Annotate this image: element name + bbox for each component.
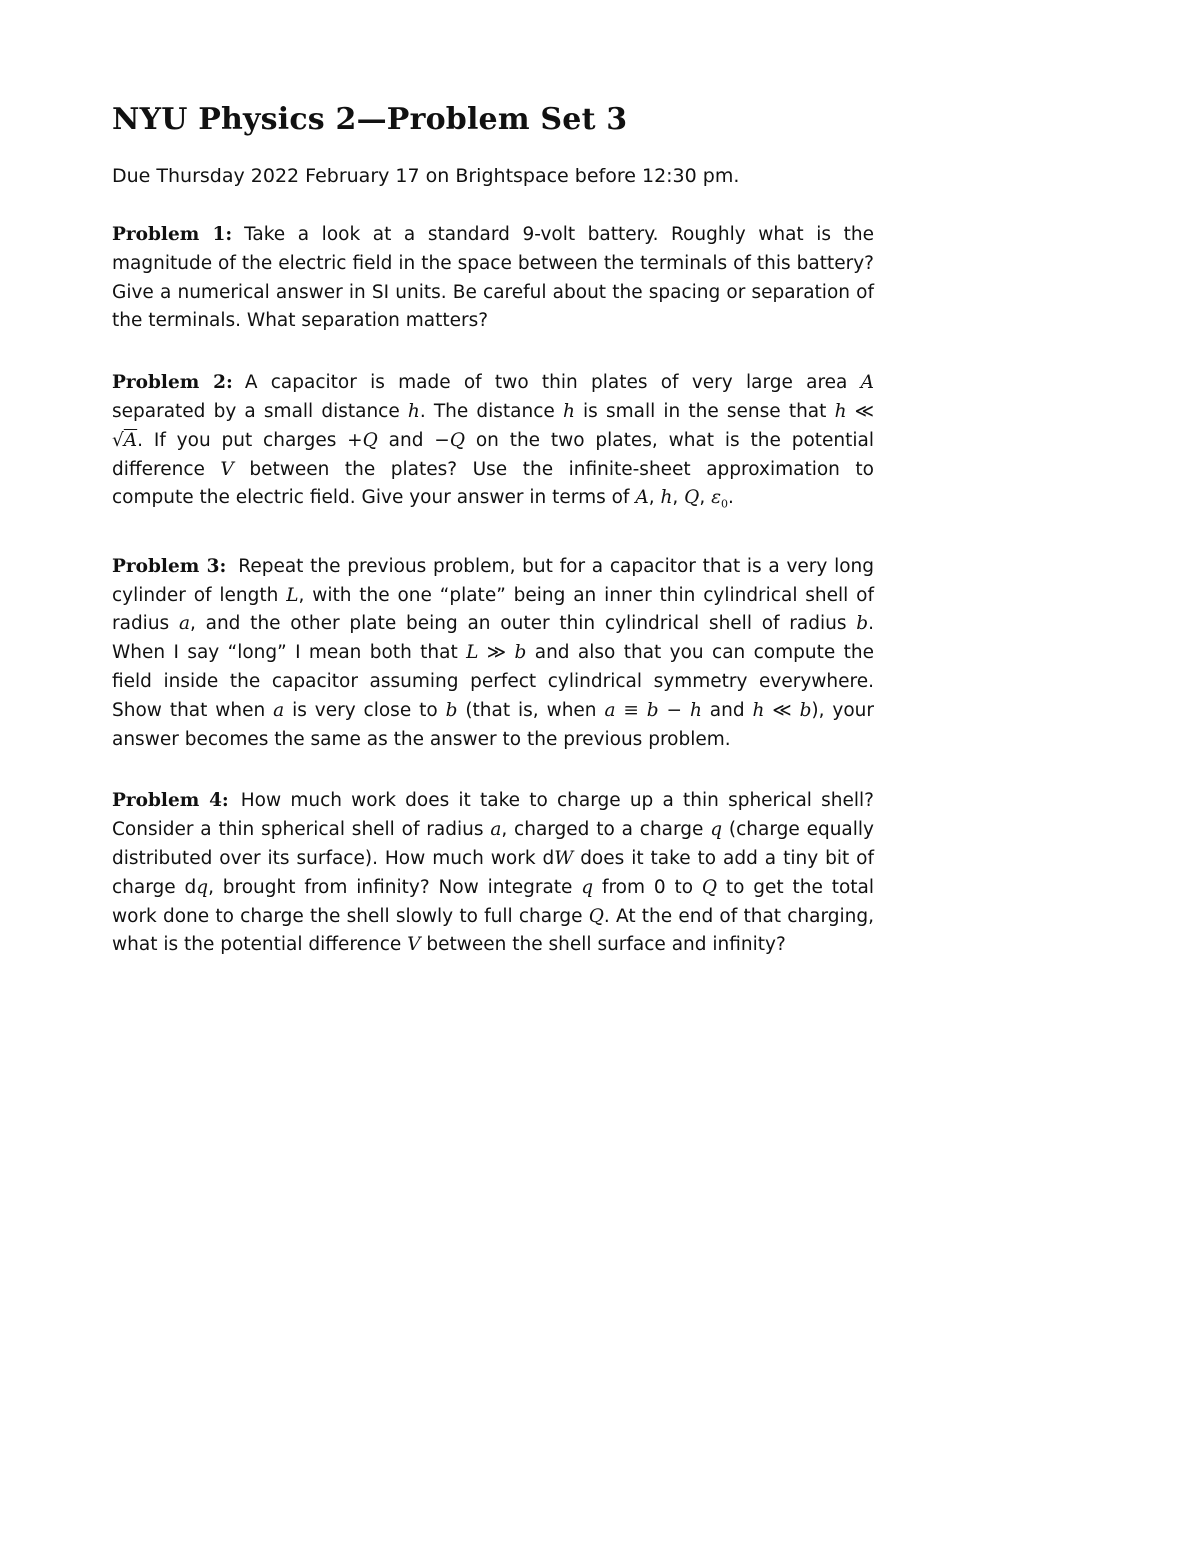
problem-1 (112, 221, 874, 336)
problem-4 (112, 787, 874, 960)
problem-text: How much work does it take to charge up a thin spherical shell? Consider a thin spherical shell of radius (112, 790, 874, 841)
problem-text: is small in the sense that (574, 400, 835, 422)
math-symbol: h (407, 400, 420, 422)
problem-text: . (728, 487, 734, 509)
problem-text: and − (377, 429, 450, 451)
math-symbol: b (514, 642, 527, 664)
math-symbol: h (689, 699, 702, 721)
math-subscript: 0 (721, 498, 729, 512)
problem-label: Problem 1: (112, 224, 233, 245)
problem-text: , (699, 487, 712, 509)
math-symbol: a (178, 613, 190, 635)
problem-text: between the shell surface and infinity? (420, 934, 786, 956)
math-symbol: A (123, 429, 138, 451)
radical-sign: √ (112, 429, 124, 451)
math-symbol: a (273, 699, 285, 721)
math-symbol: q (196, 876, 209, 898)
math-symbol: b (856, 613, 869, 635)
problem-text: ), your answer becomes the same as the answer to the previous problem. (112, 699, 875, 750)
math-operator: ≪ (846, 400, 875, 422)
problem-text: and also that you can compute the field inside the capacitor assuming perfect cylindrical symmetry everywhere. Show that when (112, 642, 874, 721)
math-symbol: h (752, 699, 765, 721)
due-date-line: Due Thursday 2022 February 17 on Brightspace before 12:30 pm. (112, 165, 740, 187)
problem-text: , and the other plate being an outer thin cylindrical shell of radius (189, 613, 857, 635)
problem-text: (charge equally distributed over its surface). How much work d (112, 819, 874, 870)
problem-text: and (701, 699, 753, 721)
math-symbol: Q (684, 487, 700, 509)
problem-text: between the plates? Use the infinite-sheet approximation to compute the electric field. Give your answer in terms of (112, 458, 874, 509)
problem-label: Problem 2: (112, 372, 233, 394)
problem-text: . The distance (419, 400, 563, 422)
problem-text: A capacitor is made of two thin plates of very large area (244, 372, 861, 394)
problem-text: Repeat the previous problem, but for a capacitor that is a very long cylinder of length (112, 555, 875, 606)
math-symbol: A (860, 372, 874, 394)
math-symbol: a (604, 699, 616, 721)
math-symbol: L (466, 642, 479, 664)
problem-text: separated by a small distance (112, 400, 408, 422)
problem-label: Problem 4: (112, 790, 229, 812)
problem-2 (112, 369, 874, 520)
math-symbol: V (407, 934, 421, 956)
math-operator: − (658, 699, 690, 721)
math-symbol: q (710, 819, 723, 841)
math-symbol: a (490, 819, 502, 841)
math-symbol: Q (701, 876, 718, 898)
math-symbol: L (286, 584, 299, 606)
problem-text: does it take to add a tiny bit of charge d (112, 848, 874, 898)
problem-label: Problem 3: (112, 555, 227, 577)
problem-text: Take a look at a standard 9-volt battery. Roughly what is the magnitude of the electric field in the space between the terminals of this battery? Give a numerical answer in SI units. Be careful about the spacing or separation of the terminals. What separation matters? (112, 224, 874, 332)
math-symbol: h (834, 400, 847, 422)
problem-text: to get the total work done to charge the shell slowly to full charge (112, 876, 874, 927)
math-symbol: Q (588, 905, 604, 927)
math-symbol: b (799, 699, 812, 721)
problem-text: from 0 to (593, 876, 702, 898)
math-operator: ≪ (764, 699, 800, 721)
math-symbol: b (646, 699, 659, 721)
problem-text: , charged to a charge (501, 819, 711, 841)
math-symbol: V (220, 458, 234, 480)
problem-text: . If you put charges + (137, 429, 363, 451)
math-symbol: ε (711, 487, 722, 509)
problem-text: (that is, when (457, 699, 605, 721)
problem-text: , (672, 487, 685, 509)
problem-text: on the two plates, what is the potential difference (112, 429, 874, 480)
problem-3 (112, 553, 874, 755)
square-root (112, 430, 137, 451)
math-symbol: q (581, 876, 594, 898)
problem-text: , brought from infinity? Now integrate (208, 876, 582, 898)
problem-text: , (648, 487, 661, 509)
math-operator: ≡ (615, 699, 647, 721)
math-symbol: b (445, 699, 458, 721)
math-symbol: h (562, 400, 575, 422)
math-operator: ≫ (478, 642, 515, 664)
problem-text: . At the end of that charging, what is the potential difference (112, 905, 874, 956)
math-symbol: A (635, 487, 649, 509)
math-symbol: W (554, 848, 574, 870)
problem-text: , with the one “plate” being an inner thin cylindrical shell of radius (112, 584, 874, 635)
page-title: NYU Physics 2—Problem Set 3 (112, 102, 628, 137)
problem-text: . When I say “long” I mean both that (112, 613, 874, 664)
problem-text: is very close to (284, 699, 446, 721)
page (112, 100, 874, 979)
math-symbol: h (660, 487, 673, 509)
math-symbol: Q (449, 429, 465, 451)
math-symbol: Q (362, 429, 378, 451)
